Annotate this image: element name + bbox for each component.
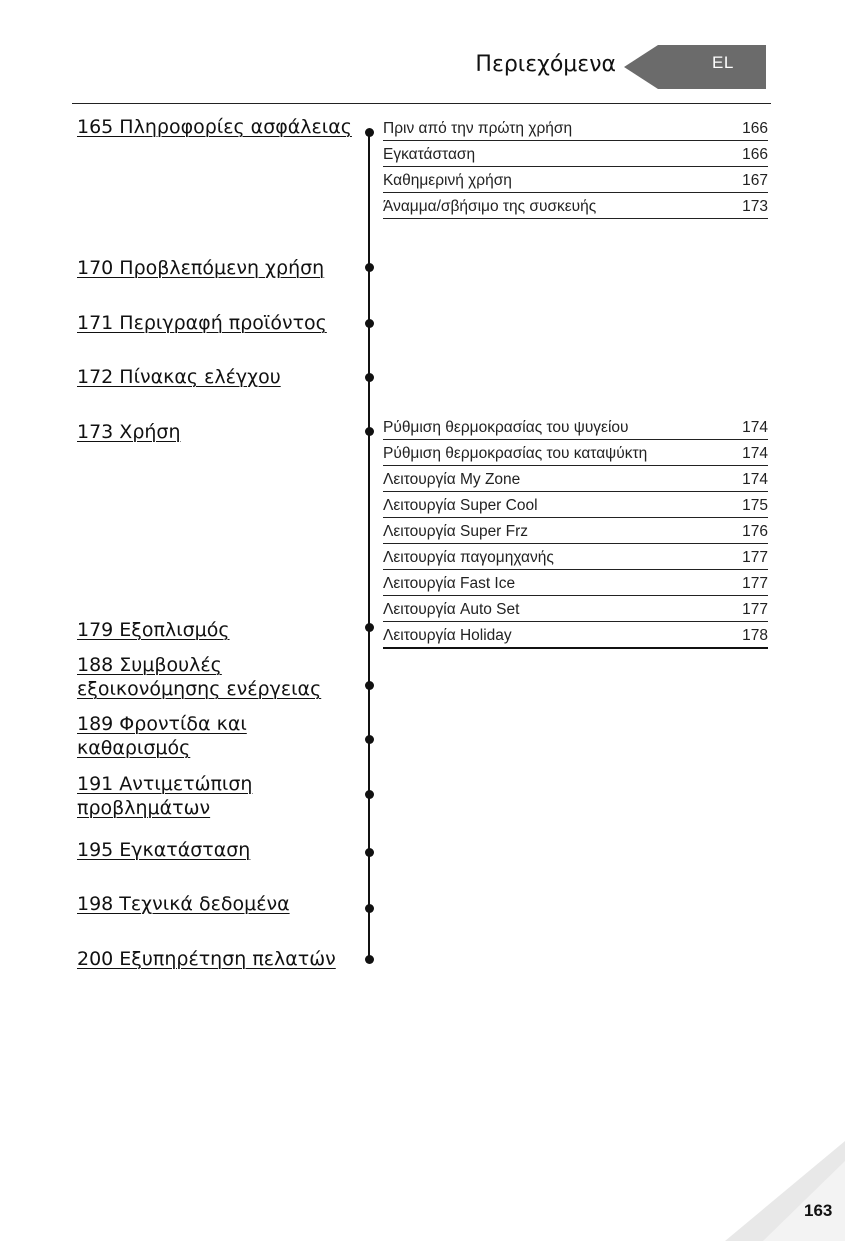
- subsection-title: Άναμμα/σβήσιμο της συσκευής: [383, 198, 597, 215]
- subsection-link[interactable]: [383, 418, 768, 440]
- chapter-link-care-cleaning[interactable]: 189 Φροντίδα και καθαρισμός: [77, 713, 247, 759]
- subsection-title: Λειτουργία παγομηχανής: [383, 549, 554, 566]
- timeline-dot: [365, 373, 374, 382]
- subsection-title: Εγκατάσταση: [383, 146, 476, 163]
- subsection-link[interactable]: [383, 470, 768, 492]
- timeline-dot: [365, 790, 374, 799]
- subsection-link[interactable]: [383, 119, 768, 141]
- timeline-line: [368, 132, 370, 960]
- language-tab-label: EL: [712, 53, 734, 72]
- chapter-link-product-description[interactable]: 171 Περιγραφή προϊόντος: [77, 312, 327, 334]
- chapter-link-installation[interactable]: 195 Εγκατάσταση: [77, 839, 251, 861]
- subsection-title: Λειτουργία Super Cool: [383, 497, 538, 514]
- subsection-title: Ρύθμιση θερμοκρασίας του καταψύκτη: [383, 445, 648, 462]
- subsection-title: Λειτουργία Super Frz: [383, 523, 529, 540]
- subsection-link[interactable]: [383, 496, 768, 518]
- subsection-page: 177: [742, 575, 768, 592]
- subsection-page: 174: [742, 445, 768, 462]
- timeline-dot: [365, 128, 374, 137]
- subsection-link[interactable]: [383, 444, 768, 466]
- chapter-link-customer-service[interactable]: 200 Εξυπηρέτηση πελατών: [77, 948, 336, 970]
- chapter-link-accessories[interactable]: 179 Εξοπλισμός: [77, 619, 230, 641]
- subsection-title: Λειτουργία Fast Ice: [383, 575, 516, 592]
- chapter-link-troubleshooting[interactable]: 191 Αντιμετώπιση προβλημάτων: [77, 773, 253, 819]
- subsection-link[interactable]: [383, 626, 768, 649]
- chapter-link-use[interactable]: 173 Χρήση: [77, 421, 181, 443]
- subsection-title: Πριν από την πρώτη χρήση: [383, 120, 573, 137]
- header-divider: [72, 103, 771, 104]
- subsection-page: 167: [742, 172, 768, 189]
- subsection-link[interactable]: [383, 600, 768, 622]
- subsection-link[interactable]: [383, 171, 768, 193]
- page-title: Περιεχόμενα: [475, 52, 616, 77]
- subsection-page: 176: [742, 523, 768, 540]
- subsection-link[interactable]: [383, 548, 768, 570]
- chapter-link-safety[interactable]: 165 Πληροφορίες ασφάλειας: [77, 116, 352, 138]
- subsection-page: 166: [742, 120, 768, 137]
- language-tab: [624, 45, 766, 89]
- timeline-dot: [365, 904, 374, 913]
- timeline-dot: [365, 848, 374, 857]
- subsection-page: 173: [742, 198, 768, 215]
- subsection-page: 177: [742, 601, 768, 618]
- chapter-link-energy-tips[interactable]: 188 Συμβουλές εξοικονόμησης ενέργειας: [77, 654, 322, 700]
- subsection-page: 166: [742, 146, 768, 163]
- language-tab-shape: [624, 45, 766, 89]
- subsection-page: 174: [742, 419, 768, 436]
- timeline-dot: [365, 955, 374, 964]
- subsection-page: 178: [742, 627, 768, 644]
- subsection-link[interactable]: [383, 145, 768, 167]
- subsection-page: 177: [742, 549, 768, 566]
- timeline-dot: [365, 319, 374, 328]
- timeline-dot: [365, 623, 374, 632]
- subsection-link[interactable]: [383, 574, 768, 596]
- subsection-page: 175: [742, 497, 768, 514]
- chapter-link-technical-data[interactable]: 198 Τεχνικά δεδομένα: [77, 893, 290, 915]
- timeline-dot: [365, 263, 374, 272]
- subsection-title: Λειτουργία Auto Set: [383, 601, 520, 618]
- chapter-link-intended-use[interactable]: 170 Προβλεπόμενη χρήση: [77, 257, 325, 279]
- timeline-dot: [365, 427, 374, 436]
- page-number: 163: [804, 1201, 833, 1220]
- subsection-link[interactable]: [383, 522, 768, 544]
- timeline-dot: [365, 681, 374, 690]
- timeline-dot: [365, 735, 374, 744]
- subsection-title: Λειτουργία Holiday: [383, 627, 512, 644]
- subsection-link[interactable]: [383, 197, 768, 219]
- subsection-title: Λειτουργία My Zone: [383, 471, 521, 488]
- subsection-title: Καθημερινή χρήση: [383, 172, 512, 189]
- chapter-link-control-panel[interactable]: 172 Πίνακας ελέγχου: [77, 366, 281, 388]
- page-corner-shape: [725, 1141, 845, 1241]
- subsection-title: Ρύθμιση θερμοκρασίας του ψυγείου: [383, 419, 629, 436]
- subsection-page: 174: [742, 471, 768, 488]
